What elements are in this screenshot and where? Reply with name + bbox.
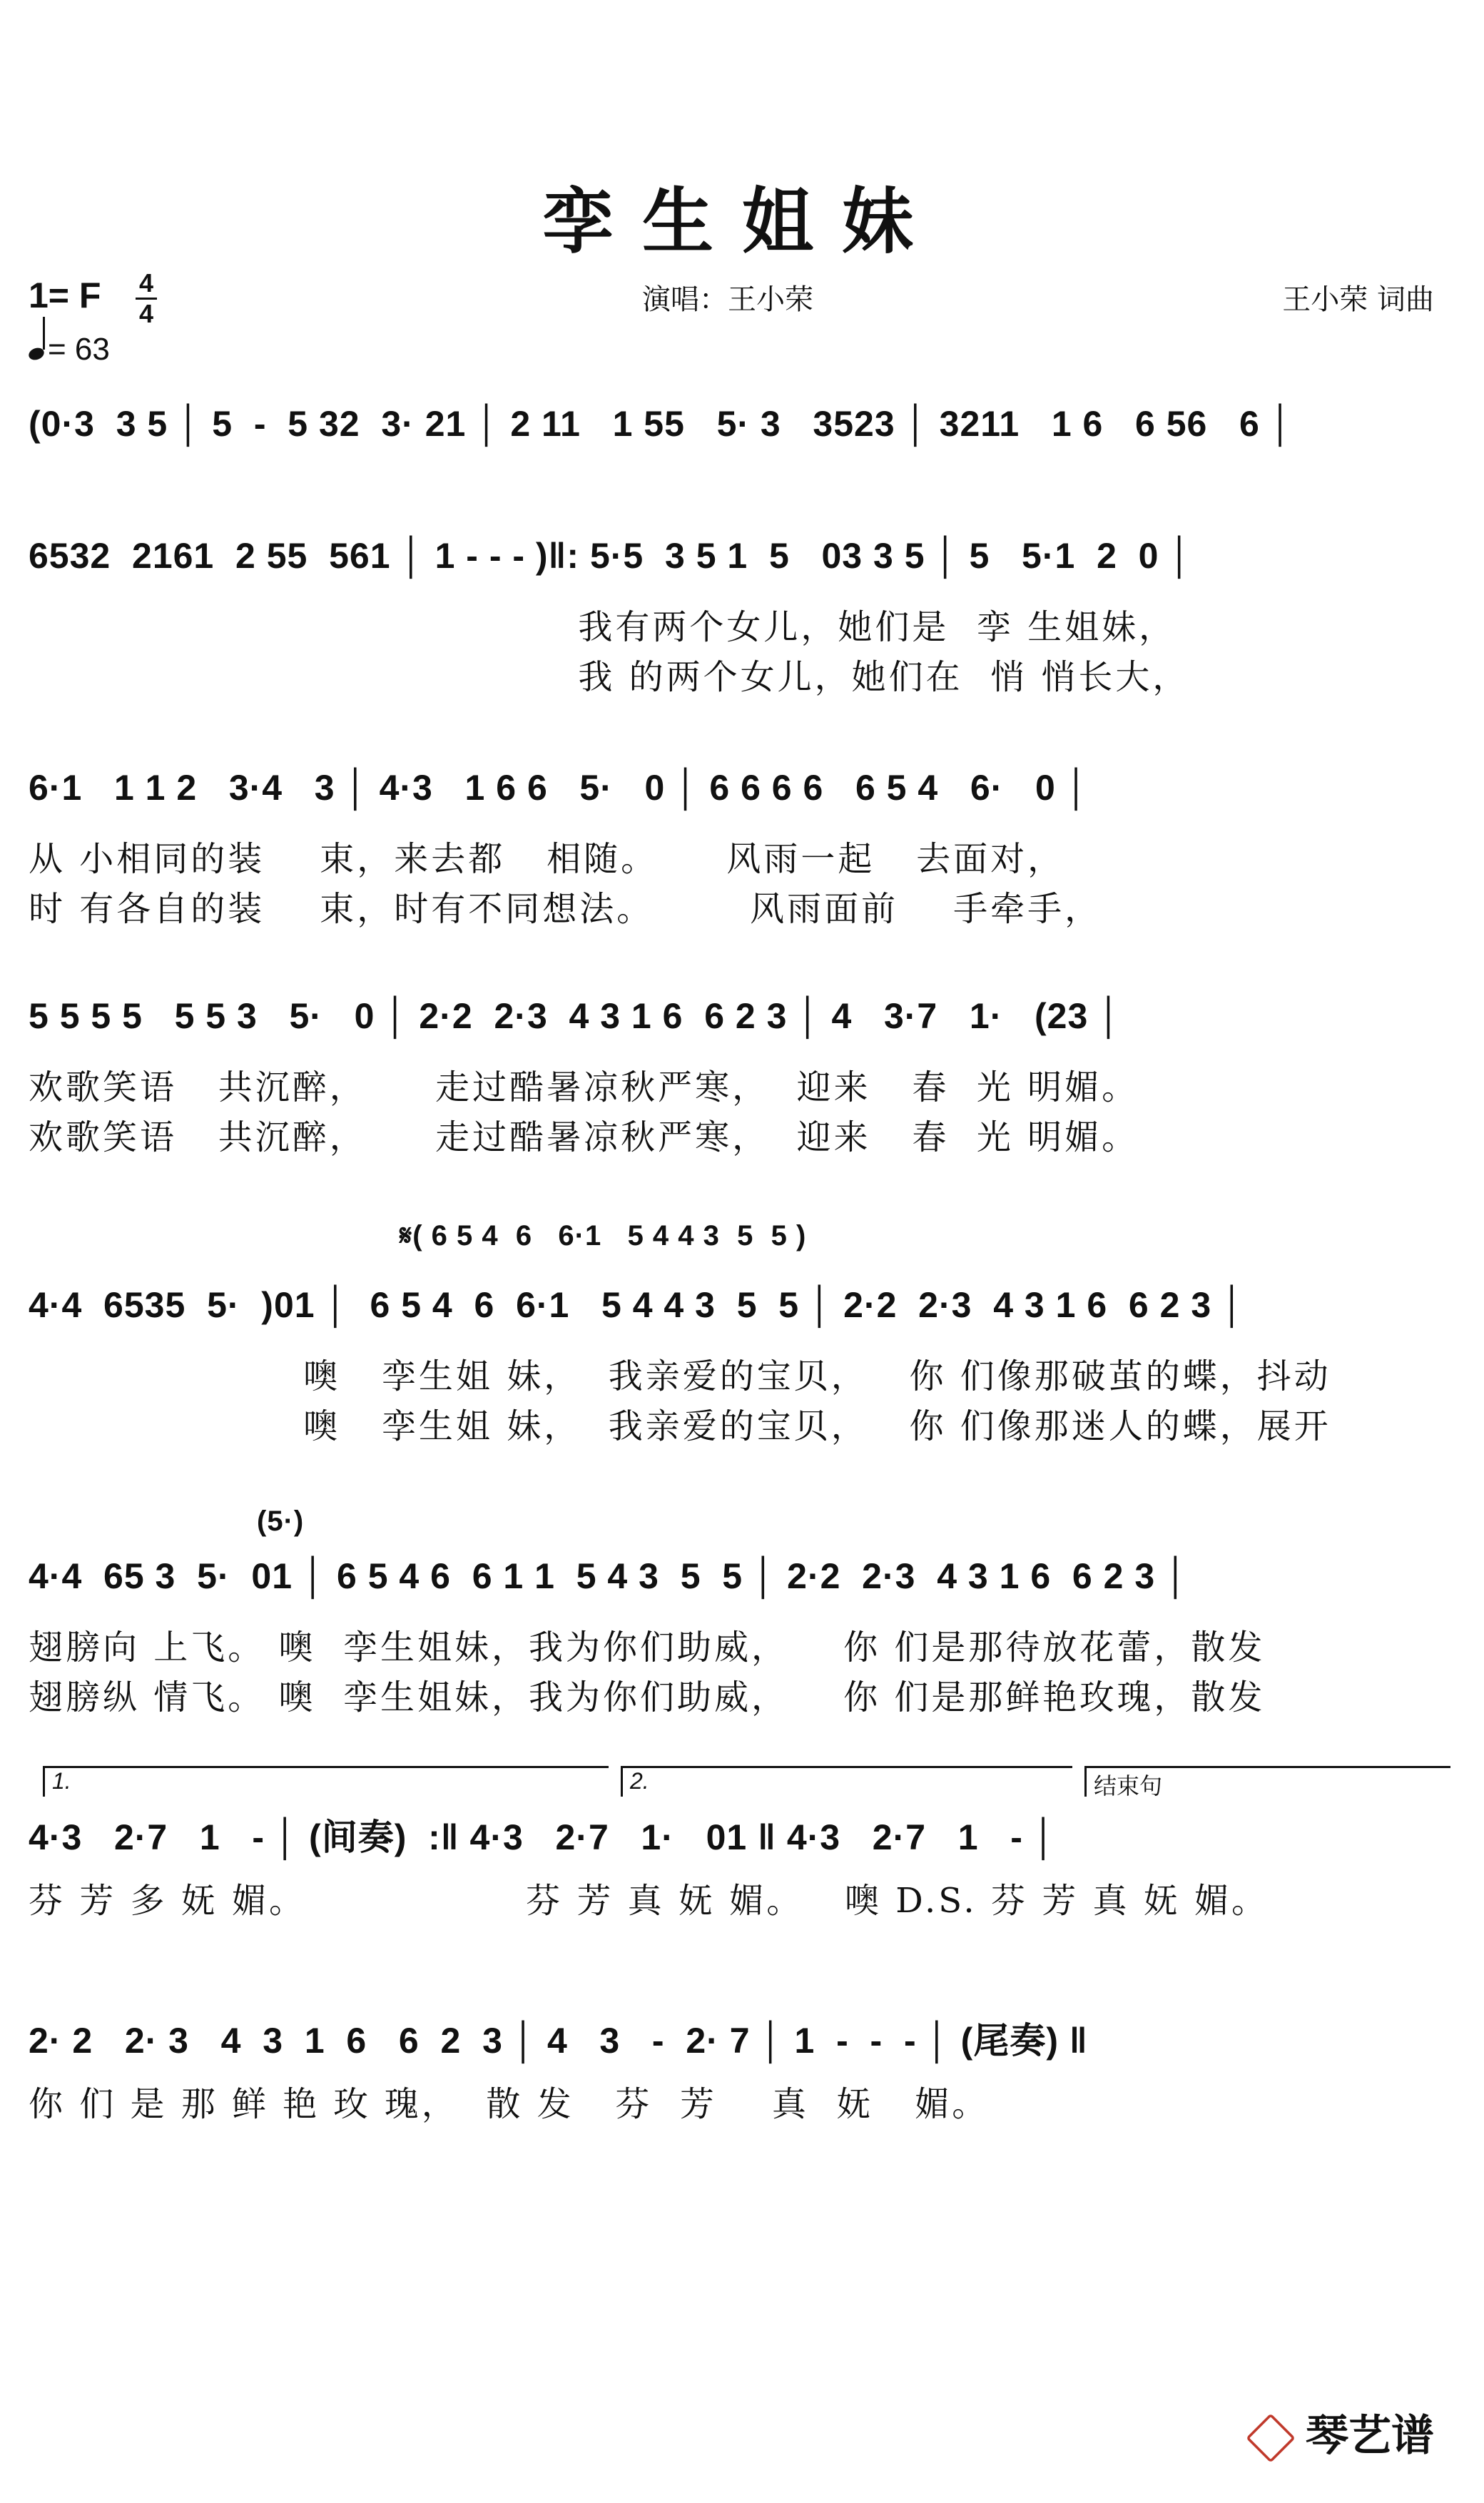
- lyric-verse-1: 翅膀向 上飞。 噢 孪生姐妹，我为你们助威， 你 们是那待放花蕾，散发: [29, 1628, 1266, 1667]
- notation-line: 5 5 5 5 5 5 3 5· 0 │ 2·2 2·3 4 3 1 6 6 2 3 │ 4 3·7 1· (23 │: [29, 996, 1122, 1036]
- ossia-line: 𝄋( 6 5 4 6 6·1 5 4 4 3 5 5 ): [400, 1220, 807, 1252]
- composer-credit: 王小荣 词曲: [1282, 283, 1434, 316]
- notation-line: 2· 2 2· 3 4 3 1 6 6 2 3 │ 4 3 - 2· 7 │ 1 - - - │ (尾奏) ‖: [29, 2021, 1088, 2061]
- singer-credit: 演唱：王小荣: [642, 283, 813, 316]
- tempo-marking: [29, 327, 110, 367]
- volta-bracket-2: 2.: [621, 1766, 1072, 1797]
- lyric-verse-1: 你 们 是 那 鲜 艳 玫 瑰， 散 发 芬 芳 真 妩 媚。: [29, 2084, 990, 2124]
- lyric-verse-1: 噢 孪生姐 妹， 我亲爱的宝贝， 你 们像那破茧的蝶，抖动: [29, 1356, 1331, 1396]
- lyric-verse-2: 时 有各自的装 束，时有不同想法。 风雨面前 手牵手，: [29, 889, 1102, 929]
- lyric-verse-2: 我 的两个女儿，她们在 悄 悄长大，: [29, 657, 1190, 697]
- lyric-verse-1: 欢歌笑语 共沉醉， 走过酷暑凉秋严寒， 迎来 春 光 明媚。: [29, 1067, 1139, 1107]
- lyric-verse-1: 从 小相同的装 束，来去都 相随。 风雨一起 去面对，: [29, 839, 1065, 879]
- ending-bracket: 结束句: [1084, 1766, 1450, 1797]
- time-sig-bottom: 4: [138, 299, 154, 328]
- notation-line: 4·4 65 3 5· 01 │ 6 5 4 6 6 1 1 5 4 3 5 5 │ 2·2 2·3 4 3 1 6 6 2 3 │: [29, 1556, 1189, 1596]
- lyric-verse-1: 芬 芳 多 妩 媚。 芬 芳 真 妩 媚。 噢 D.S. 芬 芳 真 妩 媚。: [29, 1881, 1269, 1921]
- watermark-logo: [1241, 2402, 1434, 2467]
- notation-line: (0·3 3 5 │ 5 - 5 32 3· 21 │ 2 11 1 55 5· 3 3523 │ 3211 1 6 6 56 6 │: [29, 404, 1294, 444]
- notation-line: 4·3 2·7 1 - │ (间奏) :‖ 4·3 2·7 1· 01 ‖ 4·3 2·7 1 - │: [29, 1817, 1057, 1857]
- logo-icon: [1246, 2413, 1296, 2463]
- lyric-verse-2: 欢歌笑语 共沉醉， 走过酷暑凉秋严寒， 迎来 春 光 明媚。: [29, 1117, 1139, 1157]
- key-signature: 1= F: [29, 275, 101, 315]
- ossia-line: (5·): [257, 1506, 305, 1537]
- watermark-text: 琴艺谱: [1306, 2410, 1434, 2461]
- volta-bracket-1: 1.: [43, 1766, 609, 1797]
- notation-line: 4·4 6535 5· )01 │ 6 5 4 6 6·1 5 4 4 3 5 5 │ 2·2 2·3 4 3 1 6 6 2 3 │: [29, 1285, 1246, 1325]
- time-sig-top: 4: [138, 268, 154, 298]
- tempo-value: = 63: [48, 332, 110, 367]
- page-title: 孪生姐妹: [542, 179, 942, 263]
- lyric-verse-2: 噢 孪生姐 妹， 我亲爱的宝贝， 你 们像那迷人的蝶，展开: [29, 1406, 1331, 1446]
- notation-line: 6·1 1 1 2 3·4 3 │ 4·3 1 6 6 5· 0 │ 6 6 6 6 6 5 4 6· 0 │: [29, 768, 1089, 808]
- note-stem: [43, 317, 45, 350]
- lyric-verse-1: 我有两个女儿，她们是 孪 生姐妹，: [29, 607, 1176, 647]
- time-signature: [136, 270, 157, 328]
- lyric-verse-2: 翅膀纵 情飞。 噢 孪生姐妹，我为你们助威， 你 们是那鲜艳玫瑰，散发: [29, 1677, 1266, 1717]
- notation-line: 6532 2161 2 55 561 │ 1 - - - )‖: 5·5 3 5 1 5 03 3 5 │ 5 5·1 2 0 │: [29, 536, 1193, 576]
